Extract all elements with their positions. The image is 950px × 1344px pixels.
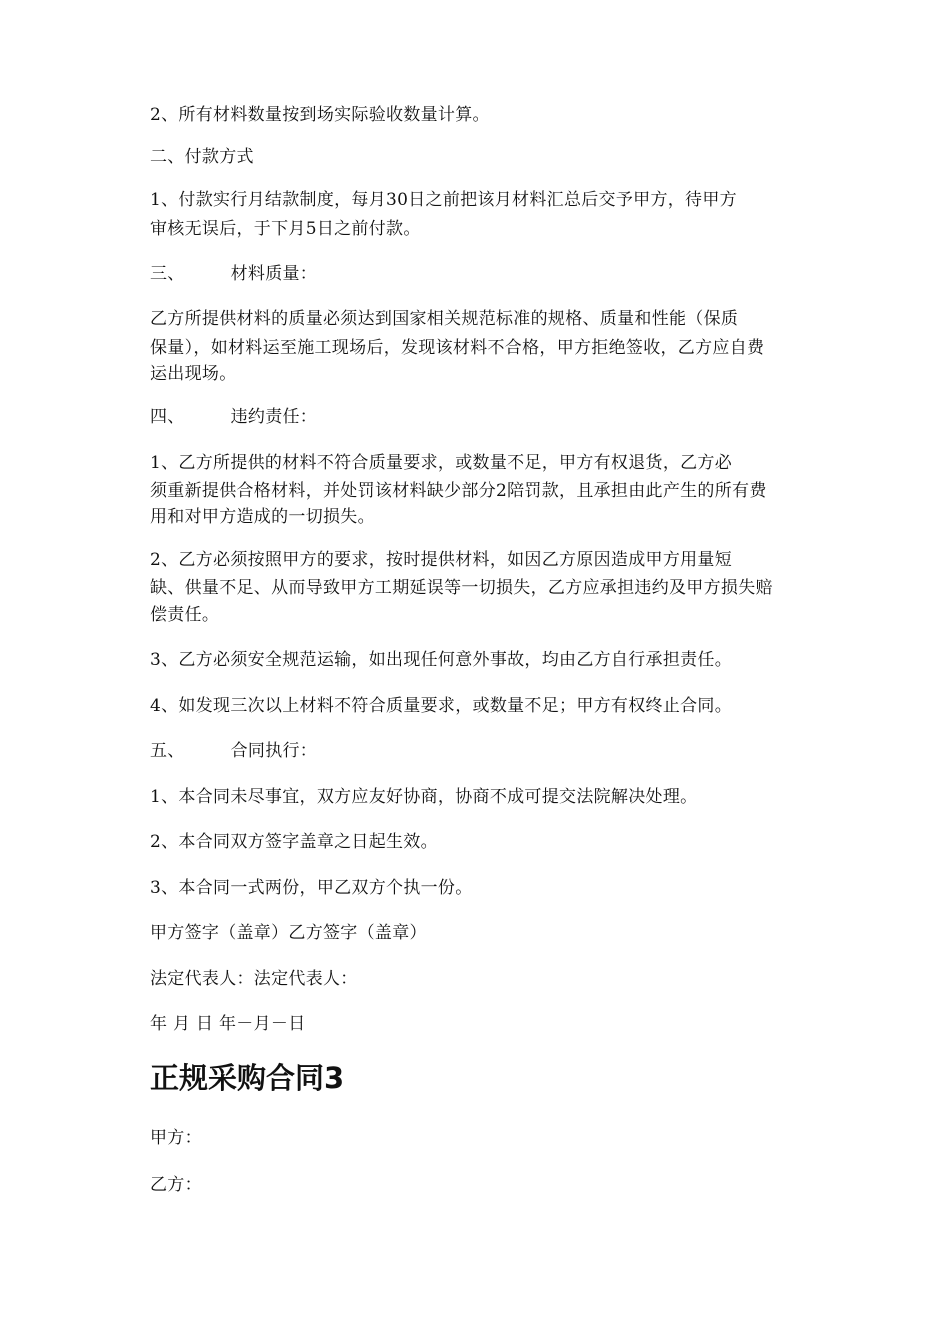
section-breach-liability bbox=[150, 402, 840, 432]
paragraph-execution-1: 1、本合同未尽事宜，双方应友好协商，协商不成可提交法院解决处理。 bbox=[150, 787, 698, 807]
paragraph-line: 保量），如材料运至施工现场后，发现该材料不合格，甲方拒绝签收，乙方应自费 bbox=[150, 338, 765, 358]
section-number: 三、 bbox=[150, 264, 185, 284]
section-title: 违约责任： bbox=[230, 407, 318, 427]
paragraph-line: 1、乙方所提供的材料不符合质量要求，或数量不足，甲方有权退货，乙方必 bbox=[150, 453, 733, 473]
paragraph-execution-3: 3、本合同一式两份，甲乙双方个执一份。 bbox=[150, 878, 473, 898]
legal-representative-line: 法定代表人：法定代表人： bbox=[150, 969, 358, 989]
section-title: 材料质量： bbox=[230, 264, 318, 284]
section-payment-method: 二、付款方式 bbox=[150, 147, 254, 167]
paragraph-line: 审核无误后，于下月5日之前付款。 bbox=[150, 219, 421, 239]
paragraph-line: 乙方所提供材料的质量必须达到国家相关规范标准的规格、质量和性能（保质 bbox=[150, 309, 739, 329]
contract-heading: 正规采购合同3 bbox=[150, 1061, 345, 1095]
paragraph-line: 2、乙方必须按照甲方的要求，按时提供材料，如因乙方原因造成甲方用量短 bbox=[150, 550, 733, 570]
paragraph-line: 1、付款实行月结款制度，每月30日之前把该月材料汇总后交予甲方，待甲方 bbox=[150, 190, 737, 210]
paragraph-line: 运出现场。 bbox=[150, 364, 237, 384]
section-contract-execution bbox=[150, 736, 840, 766]
paragraph-breach-4: 4、如发现三次以上材料不符合质量要求，或数量不足；甲方有权终止合同。 bbox=[150, 696, 733, 716]
paragraph-line: 缺、供量不足、从而导致甲方工期延误等一切损失，乙方应承担违约及甲方损失赔 bbox=[150, 578, 773, 598]
party-b-label: 乙方： bbox=[150, 1175, 202, 1195]
paragraph-line: 须重新提供合格材料，并处罚该材料缺少部分2陪罚款，且承担由此产生的所有费 bbox=[150, 481, 767, 501]
section-number: 五、 bbox=[150, 741, 185, 761]
party-a-label: 甲方： bbox=[150, 1128, 202, 1148]
section-material-quality bbox=[150, 259, 840, 289]
section-title: 合同执行： bbox=[230, 741, 318, 761]
paragraph-line: 偿责任。 bbox=[150, 605, 220, 625]
paragraph-execution-2: 2、本合同双方签字盖章之日起生效。 bbox=[150, 832, 438, 852]
section-number: 四、 bbox=[150, 407, 185, 427]
date-line: 年 月 日 年－月－日 bbox=[150, 1014, 306, 1034]
paragraph-material-quantity: 2、所有材料数量按到场实际验收数量计算。 bbox=[150, 105, 490, 125]
paragraph-breach-3: 3、乙方必须安全规范运输，如出现任何意外事故，均由乙方自行承担责任。 bbox=[150, 650, 733, 670]
paragraph-line: 用和对甲方造成的一切损失。 bbox=[150, 507, 375, 527]
signature-line: 甲方签字（盖章）乙方签字（盖章） bbox=[150, 923, 427, 943]
